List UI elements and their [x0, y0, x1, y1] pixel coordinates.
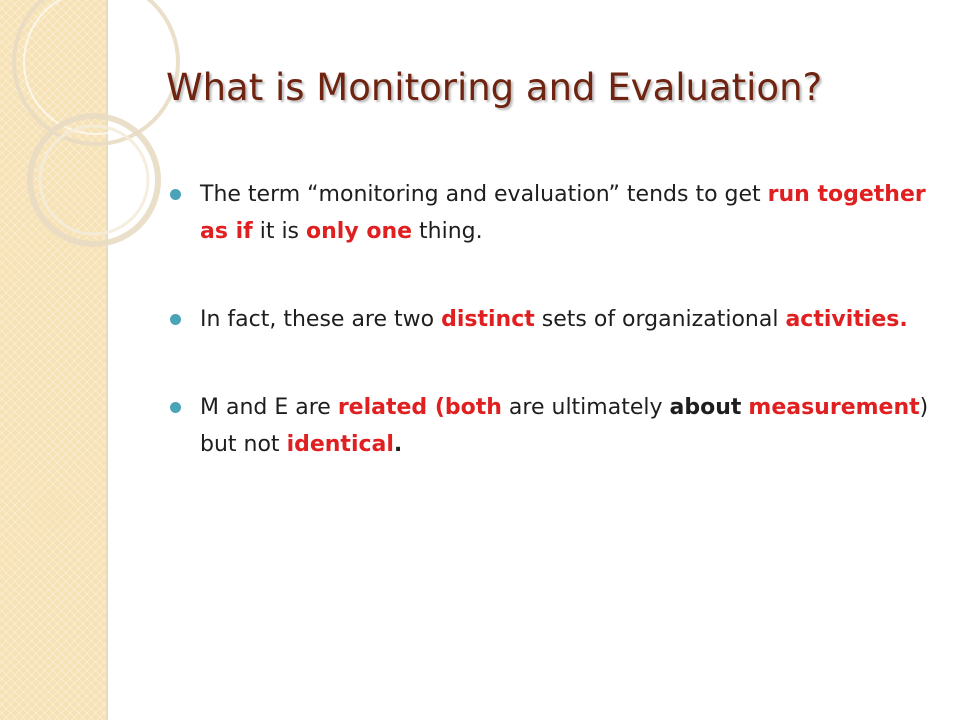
emphasis-text: run together as if	[200, 182, 926, 244]
bullet-text	[200, 182, 926, 244]
bullet-item	[170, 301, 930, 338]
emphasis-text: only one	[306, 219, 413, 244]
bold-text: about	[669, 395, 742, 420]
bullet-dot-icon	[170, 189, 181, 200]
emphasis-text: measurement	[748, 395, 920, 420]
emphasis-text: related (both	[337, 395, 502, 420]
bullet-item	[170, 176, 930, 250]
text-run: M and E are	[200, 395, 338, 420]
text-run: The term “monitoring and evaluation” tends to get	[200, 182, 768, 207]
text-run: it is	[252, 219, 307, 244]
emphasis-text: activities.	[785, 307, 908, 332]
text-run: thing.	[412, 219, 483, 244]
bullet-dot-icon	[170, 314, 181, 325]
bullet-dot-icon	[170, 402, 181, 413]
text-run: ) but not	[200, 395, 929, 457]
text-run: In fact, these are two	[200, 307, 442, 332]
emphasis-text: identical	[286, 432, 394, 457]
bullet-item	[170, 389, 930, 463]
emphasis-text: distinct	[441, 307, 535, 332]
bullet-list	[170, 176, 930, 514]
bullet-text	[200, 307, 908, 332]
bold-text: .	[393, 432, 403, 457]
bullet-text	[200, 395, 928, 457]
slide-title: What is Monitoring and Evaluation?	[166, 66, 823, 109]
text-run: sets of organizational	[534, 307, 786, 332]
text-run: are ultimately	[501, 395, 670, 420]
